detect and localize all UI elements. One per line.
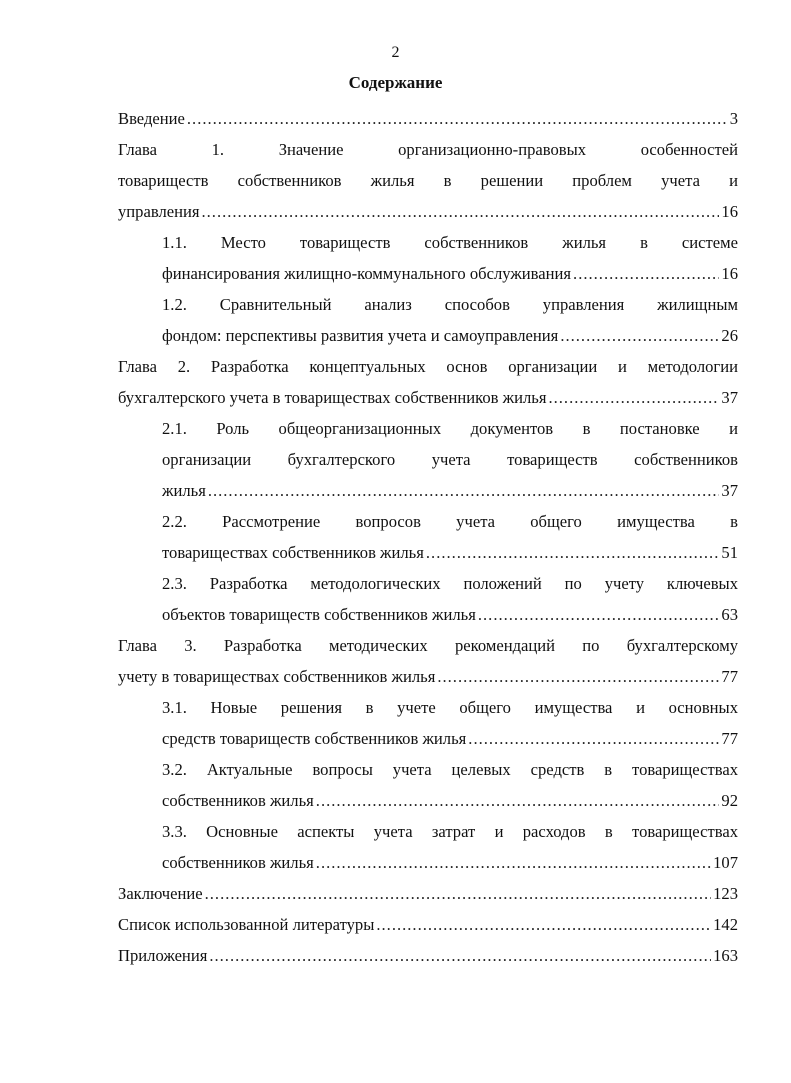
- toc-chapter-1-line-2[interactable]: товариществ собственников жилья в решении проблем учета и: [118, 171, 738, 190]
- dot-leader: [437, 661, 719, 692]
- toc-entry-page: 51: [721, 543, 738, 562]
- toc-section-3-1-line-1[interactable]: 3.1. Новые решения в учете общего имущества и основных: [162, 698, 738, 717]
- toc-section-1-2-end[interactable]: [118, 320, 738, 351]
- dot-leader: [209, 940, 711, 971]
- toc-chapter-1-line-1[interactable]: Глава 1. Значение организационно-правовых особенностей: [118, 140, 738, 159]
- toc-entry-label: товариществах собственников жилья: [162, 543, 424, 562]
- page-number: 2: [391, 44, 400, 61]
- dot-leader: [426, 537, 720, 568]
- toc-entry-label: фондом: перспективы развития учета и самоуправления: [162, 326, 559, 345]
- dot-leader: [208, 475, 720, 506]
- toc-entry-label: финансирования жилищно-коммунального обслуживания: [162, 264, 572, 283]
- toc-section-3-3-line-1[interactable]: 3.3. Основные аспекты учета затрат и расходов в товариществах: [162, 822, 738, 841]
- toc-entry-page: 37: [721, 388, 738, 407]
- toc-entry-page: 123: [713, 884, 738, 903]
- toc-section-2-3-line-1[interactable]: 2.3. Разработка методологических положений по учету ключевых: [162, 574, 738, 593]
- toc-section-2-3-end[interactable]: [118, 599, 738, 630]
- toc-entry-conclusion[interactable]: [118, 878, 738, 909]
- toc-chapter-3-line-1[interactable]: Глава 3. Разработка методических рекомендаций по бухгалтерскому: [118, 636, 738, 655]
- toc-section-3-2-end[interactable]: [118, 785, 738, 816]
- toc-entry-intro[interactable]: [118, 103, 738, 134]
- toc-chapter-2-end[interactable]: [118, 382, 738, 413]
- toc-entry-page: 163: [713, 946, 738, 965]
- toc-section-2-2-end[interactable]: [118, 537, 738, 568]
- toc-entry-label: собственников жилья: [162, 791, 314, 810]
- toc-entry-label: управления: [118, 202, 200, 221]
- toc-section-3-1-end[interactable]: [118, 723, 738, 754]
- toc-entry-page: 16: [721, 202, 738, 221]
- toc-chapter-1-end[interactable]: [118, 196, 738, 227]
- toc-section-2-2-line-1[interactable]: 2.2. Рассмотрение вопросов учета общего имущества в: [162, 512, 738, 531]
- toc-entry-label: жилья: [162, 481, 206, 500]
- toc-section-1-2-line-1[interactable]: 1.2. Сравнительный анализ способов управления жилищным: [162, 295, 738, 314]
- toc-entry-label: собственников жилья: [162, 853, 314, 872]
- toc-section-3-2-line-1[interactable]: 3.2. Актуальные вопросы учета целевых средств в товариществах: [162, 760, 738, 779]
- toc-entry-label: объектов товариществ собственников жилья: [162, 605, 476, 624]
- dot-leader: [376, 909, 711, 940]
- toc-entry-page: 142: [713, 915, 738, 934]
- dot-leader: [316, 785, 720, 816]
- toc-entry-page: 26: [721, 326, 738, 345]
- toc-entry-page: 92: [721, 791, 738, 810]
- toc-entry-references[interactable]: [118, 909, 738, 940]
- dot-leader: [205, 878, 711, 909]
- toc-entry-appendices[interactable]: [118, 940, 738, 971]
- toc-entry-label: Приложения: [118, 946, 208, 965]
- toc-section-1-1-end[interactable]: [118, 258, 738, 289]
- toc-entry-page: 37: [721, 481, 738, 500]
- toc-chapter-3-end[interactable]: [118, 661, 738, 692]
- toc-entry-label: Список использованной литературы: [118, 915, 375, 934]
- dot-leader: [202, 196, 720, 227]
- toc-entry-label: бухгалтерского учета в товариществах собственников жилья: [118, 388, 547, 407]
- toc-section-3-3-end[interactable]: [118, 847, 738, 878]
- toc-entry-page: 63: [721, 605, 738, 624]
- toc-entry-page: 107: [713, 853, 738, 872]
- toc-section-2-1-line-1[interactable]: 2.1. Роль общеорганизационных документов в постановке и: [162, 419, 738, 438]
- dot-leader: [316, 847, 711, 878]
- dot-leader: [478, 599, 720, 630]
- toc-entry-page: 16: [721, 264, 738, 283]
- toc-entry-page: 77: [721, 729, 738, 748]
- toc-section-1-1-line-1[interactable]: 1.1. Место товариществ собственников жилья в системе: [162, 233, 738, 252]
- dot-leader: [560, 320, 719, 351]
- toc-entry-label: учету в товариществах собственников жилья: [118, 667, 436, 686]
- toc-entry-page: 77: [721, 667, 738, 686]
- toc-entry-page: 3: [729, 109, 738, 128]
- toc-section-2-1-end[interactable]: [118, 475, 738, 506]
- toc-chapter-2-line-1[interactable]: Глава 2. Разработка концептуальных основ организации и методологии: [118, 357, 738, 376]
- toc-entry-label: Введение: [118, 109, 185, 128]
- toc-entry-label: средств товариществ собственников жилья: [162, 729, 467, 748]
- dot-leader: [573, 258, 719, 289]
- table-of-contents: [118, 103, 738, 971]
- toc-entry-label: Заключение: [118, 884, 203, 903]
- dot-leader: [548, 382, 719, 413]
- page-title: Содержание: [348, 73, 443, 92]
- dot-leader: [468, 723, 719, 754]
- dot-leader: [187, 103, 728, 134]
- toc-section-2-1-line-2[interactable]: организации бухгалтерского учета товариществ собственников: [162, 450, 738, 469]
